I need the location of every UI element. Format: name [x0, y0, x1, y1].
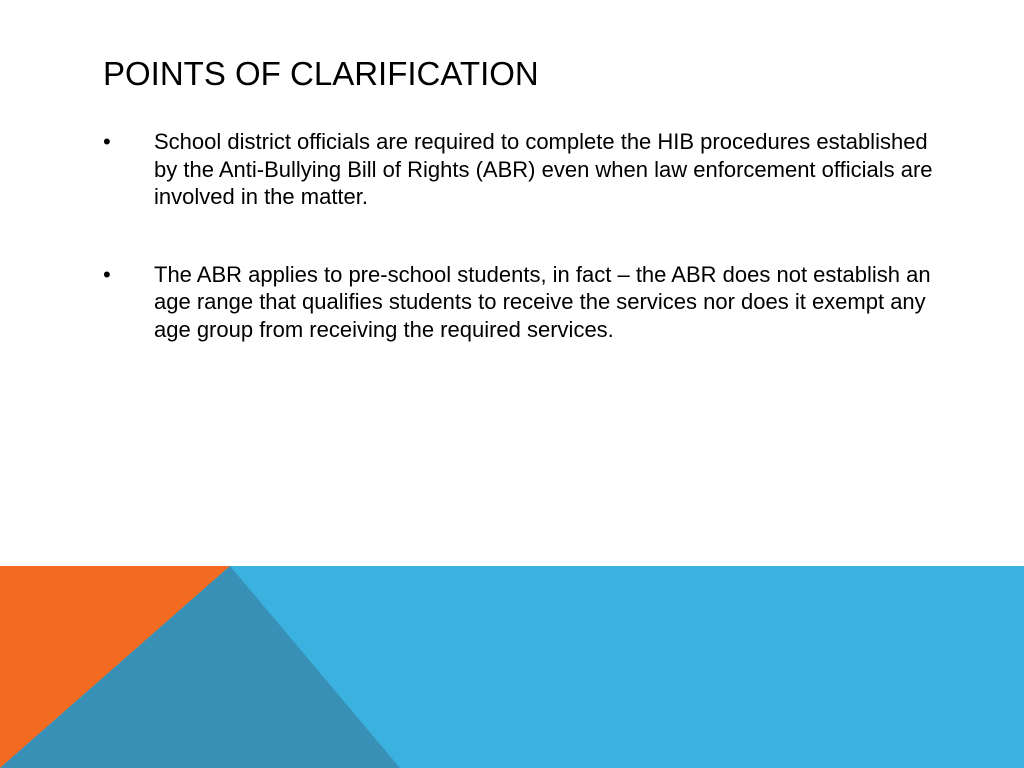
decorative-footer-band: [0, 566, 1024, 768]
bullet-item: [103, 261, 933, 344]
bullet-marker: •: [103, 261, 111, 287]
bullet-list: [103, 128, 933, 343]
bullet-marker: •: [103, 129, 111, 154]
bullet-text: School district officials are required to complete the HIB procedures established by the Anti-Bullying Bill of Rights (ABR) even when law enforcement officials are involved in the matter.: [154, 129, 933, 209]
bullet-item: [103, 128, 933, 211]
bullet-text: The ABR applies to pre-school students, in fact – the ABR does not establish an age range that qualifies students to receive the services nor does it exempt any age group from receiving the required services.: [154, 261, 931, 342]
slide-title: POINTS OF CLARIFICATION: [103, 55, 539, 92]
